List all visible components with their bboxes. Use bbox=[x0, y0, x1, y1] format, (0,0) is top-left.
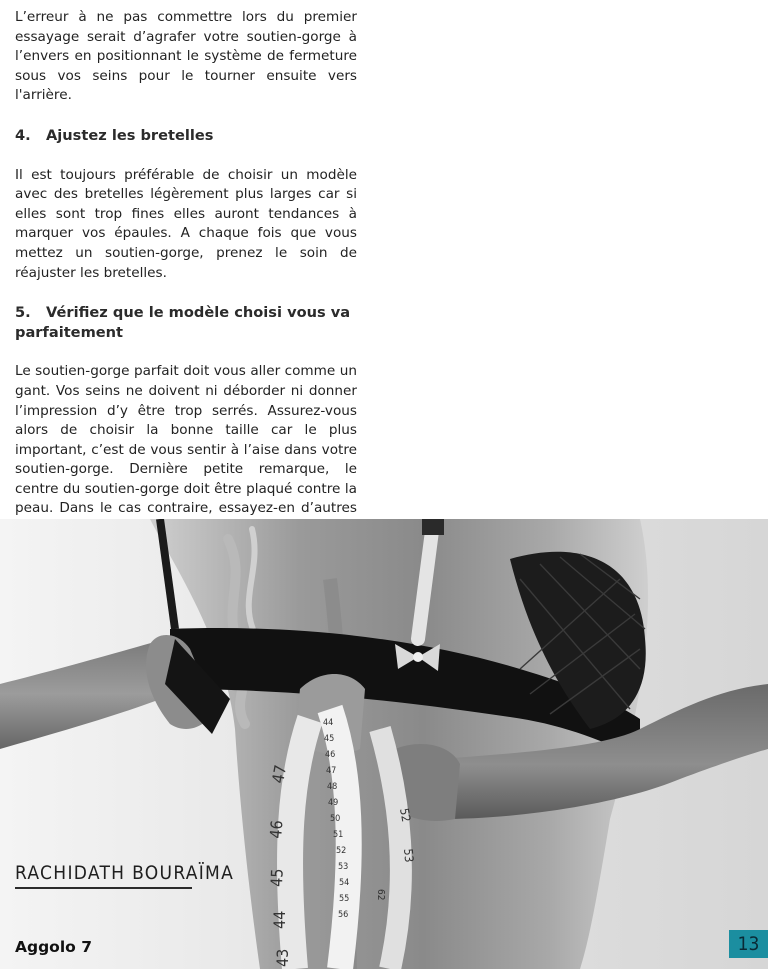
tape-mid-number: 56 bbox=[338, 910, 349, 920]
tape-left-number: 43 bbox=[273, 948, 292, 967]
tape-left-number: 46 bbox=[266, 819, 287, 840]
tape-mid-number: 47 bbox=[326, 766, 337, 776]
tape-mid-number: 48 bbox=[327, 782, 338, 792]
section-5-heading bbox=[15, 303, 357, 342]
page-number-badge bbox=[729, 930, 768, 958]
page-number: 13 bbox=[737, 933, 760, 955]
tape-left-number: 47 bbox=[268, 763, 291, 785]
tape-left-number: 44 bbox=[270, 910, 289, 929]
tape-right-number: 53 bbox=[401, 848, 417, 863]
tape-mid-number: 52 bbox=[336, 846, 347, 856]
section-5-body: Le soutien-gorge parfait doit vous aller comme un gant. Vos seins ne doivent ni déborder ni donner l’impression d’y être trop serrés. Assurez-vous alors de choisir la bonne taille car le plus important, c’est de vous sentir à l’aise dans votre soutien-gorge. Dernière petite remarque, le centre du soutien-gorge doit être plaqué contre la peau. Dans le cas contraire, essayez-en d’autres bbox=[15, 363, 357, 517]
tape-mid-number: 54 bbox=[339, 878, 350, 888]
tape-mid-number: 49 bbox=[328, 798, 339, 808]
author-byline: RACHIDATH BOURAÏMA bbox=[15, 862, 235, 884]
tape-right-number: 52 bbox=[397, 807, 414, 824]
article-column bbox=[15, 8, 357, 539]
section-4-title: Ajustez les bretelles bbox=[46, 126, 214, 144]
tape-mid-number: 51 bbox=[333, 830, 344, 840]
tape-left-number: 45 bbox=[267, 868, 287, 888]
section-5-number: 5. bbox=[15, 304, 31, 322]
article-photo bbox=[0, 519, 768, 969]
tape-mid-number: 50 bbox=[330, 814, 341, 824]
section-4-heading bbox=[15, 126, 357, 146]
section-4-body: Il est toujours préférable de choisir un modèle avec des bretelles légèrement plus larges car si elles sont trop fines elles auront tendances à marquer vos épaules. A chaque fois que vous mettez un soutien-gorge, prenez le soin de réajuster les bretelles. bbox=[15, 166, 357, 281]
magazine-label: Aggolo 7 bbox=[15, 938, 92, 956]
tape-mid-number: 45 bbox=[324, 734, 335, 744]
tape-mid-number: 55 bbox=[339, 894, 350, 904]
tape-mid-number: 44 bbox=[323, 718, 334, 728]
tape-mid-number: 46 bbox=[325, 750, 336, 760]
section-5-title: Vérifiez que le modèle choisi vous va parfaitement bbox=[15, 304, 351, 341]
intro-paragraph: L’erreur à ne pas commettre lors du premier essayage serait d’agrafer votre soutien-gorge à l’envers en positionnant le système de fermeture sous vos seins pour le tourner ensuite vers l'arrière. bbox=[15, 9, 357, 104]
section-4-number: 4. bbox=[15, 126, 31, 144]
byline-underline bbox=[15, 887, 192, 889]
tape-mid-number: 53 bbox=[338, 862, 349, 872]
tape-right-number: 62 bbox=[375, 889, 386, 901]
